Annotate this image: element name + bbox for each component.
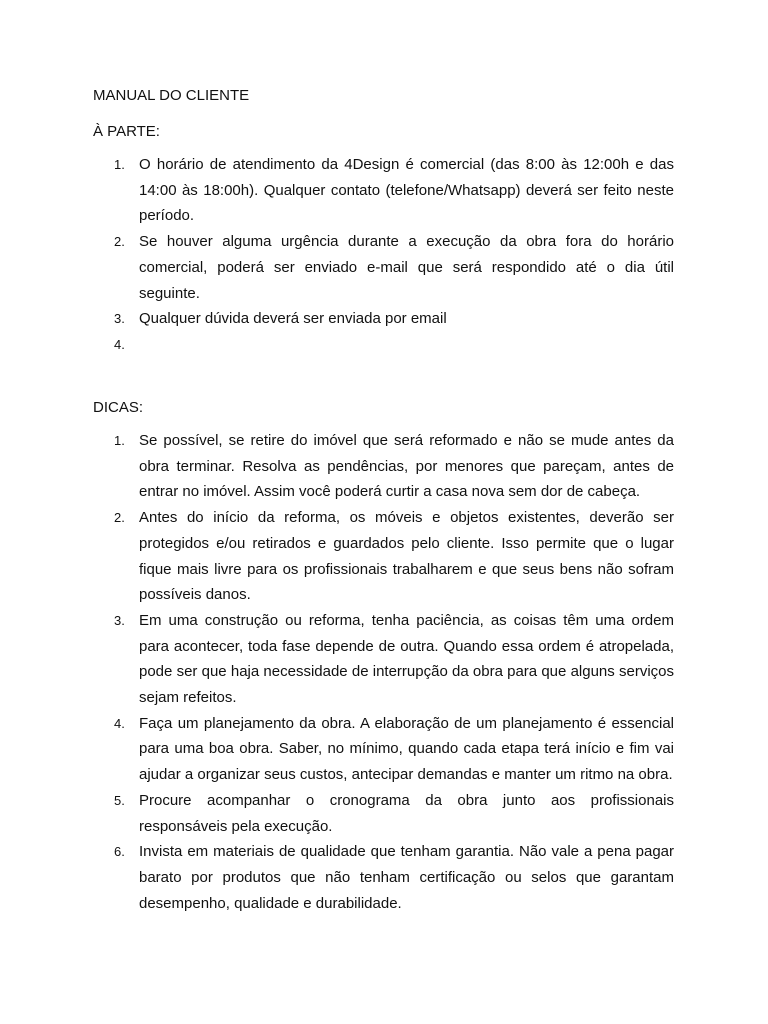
list-dicas — [0, 428, 768, 916]
list-a-parte — [0, 152, 768, 358]
list-item-number: 2. — [114, 234, 125, 250]
list-item-number: 2. — [114, 510, 125, 526]
list-item-number: 3. — [114, 612, 125, 628]
list-item — [0, 788, 674, 839]
list-item — [0, 505, 674, 608]
list-item-number: 1. — [114, 157, 125, 172]
list-item — [0, 711, 674, 788]
list-item — [0, 306, 674, 332]
list-item-text: Antes do início da reforma, os móveis e objetos existentes, deverão ser protegidos e/ou retirados e guardados pelo cliente. Isso permite que o lugar fique mais livre para os profissionais trabalharem e que seus bens não sofram possíveis danos. — [139, 509, 674, 604]
list-item-text: Se possível, se retire do imóvel que será reformado e não se mude antes da obra terminar. Resolva as pendências, por menores que pareçam, antes de entrar no imóvel. Assim você poderá curtir a casa nova sem dor de cabeça. — [139, 432, 674, 501]
list-item-text: Se houver alguma urgência durante a execução da obra fora do horário comercial, poderá ser enviado e-mail que será respondido até o dia útil seguinte. — [139, 233, 674, 302]
list-item — [0, 332, 674, 358]
list-item — [0, 839, 674, 916]
list-item-text: Procure acompanhar o cronograma da obra junto aos profissionais responsáveis pela execução. — [139, 791, 674, 835]
list-item-text: O horário de atendimento da 4Design é comercial (das 8:00 às 12:00h e das 14:00 às 18:00h). Qualquer contato (telefone/Whatsapp) deverá ser feito neste período. — [139, 156, 674, 225]
section-heading-a-parte: À PARTE: — [93, 123, 160, 140]
list-item-text: Em uma construção ou reforma, tenha paciência, as coisas têm uma ordem para acontecer, toda fase depende de outra. Quando essa ordem é atropelada, pode ser que haja necessidade de interrupção da obra para que alguns serviços sejam refeitos. — [139, 611, 674, 707]
list-item-text: Invista em materiais de qualidade que tenham garantia. Não vale a pena pagar barato por produtos que não tenham certificação ou selos que garantam desempenho, qualidade e durabilidade. — [139, 843, 674, 912]
document-title: MANUAL DO CLIENTE — [93, 87, 250, 104]
list-item-text: Faça um planejamento da obra. A elaboração de um planejamento é essencial para uma boa obra. Saber, no mínimo, quando cada etapa terá início e fim vai ajudar a organizar seus custos, antecipar demandas e manter um ritmo na obra. — [139, 714, 674, 784]
list-item-text: Qualquer dúvida deverá ser enviada por email — [139, 310, 447, 328]
list-item-text — [139, 332, 674, 358]
list-item-number: 4. — [114, 336, 125, 352]
list-item-number: 3. — [114, 311, 125, 327]
list-item — [0, 229, 674, 306]
list-item — [0, 608, 674, 711]
list-item — [0, 428, 674, 505]
list-item-number: 1. — [114, 433, 125, 448]
list-item-number: 6. — [114, 844, 125, 860]
section-heading-dicas: DICAS: — [93, 399, 144, 416]
list-item-number: 4. — [114, 715, 125, 731]
list-item-number: 5. — [114, 792, 125, 808]
list-item — [0, 152, 674, 229]
